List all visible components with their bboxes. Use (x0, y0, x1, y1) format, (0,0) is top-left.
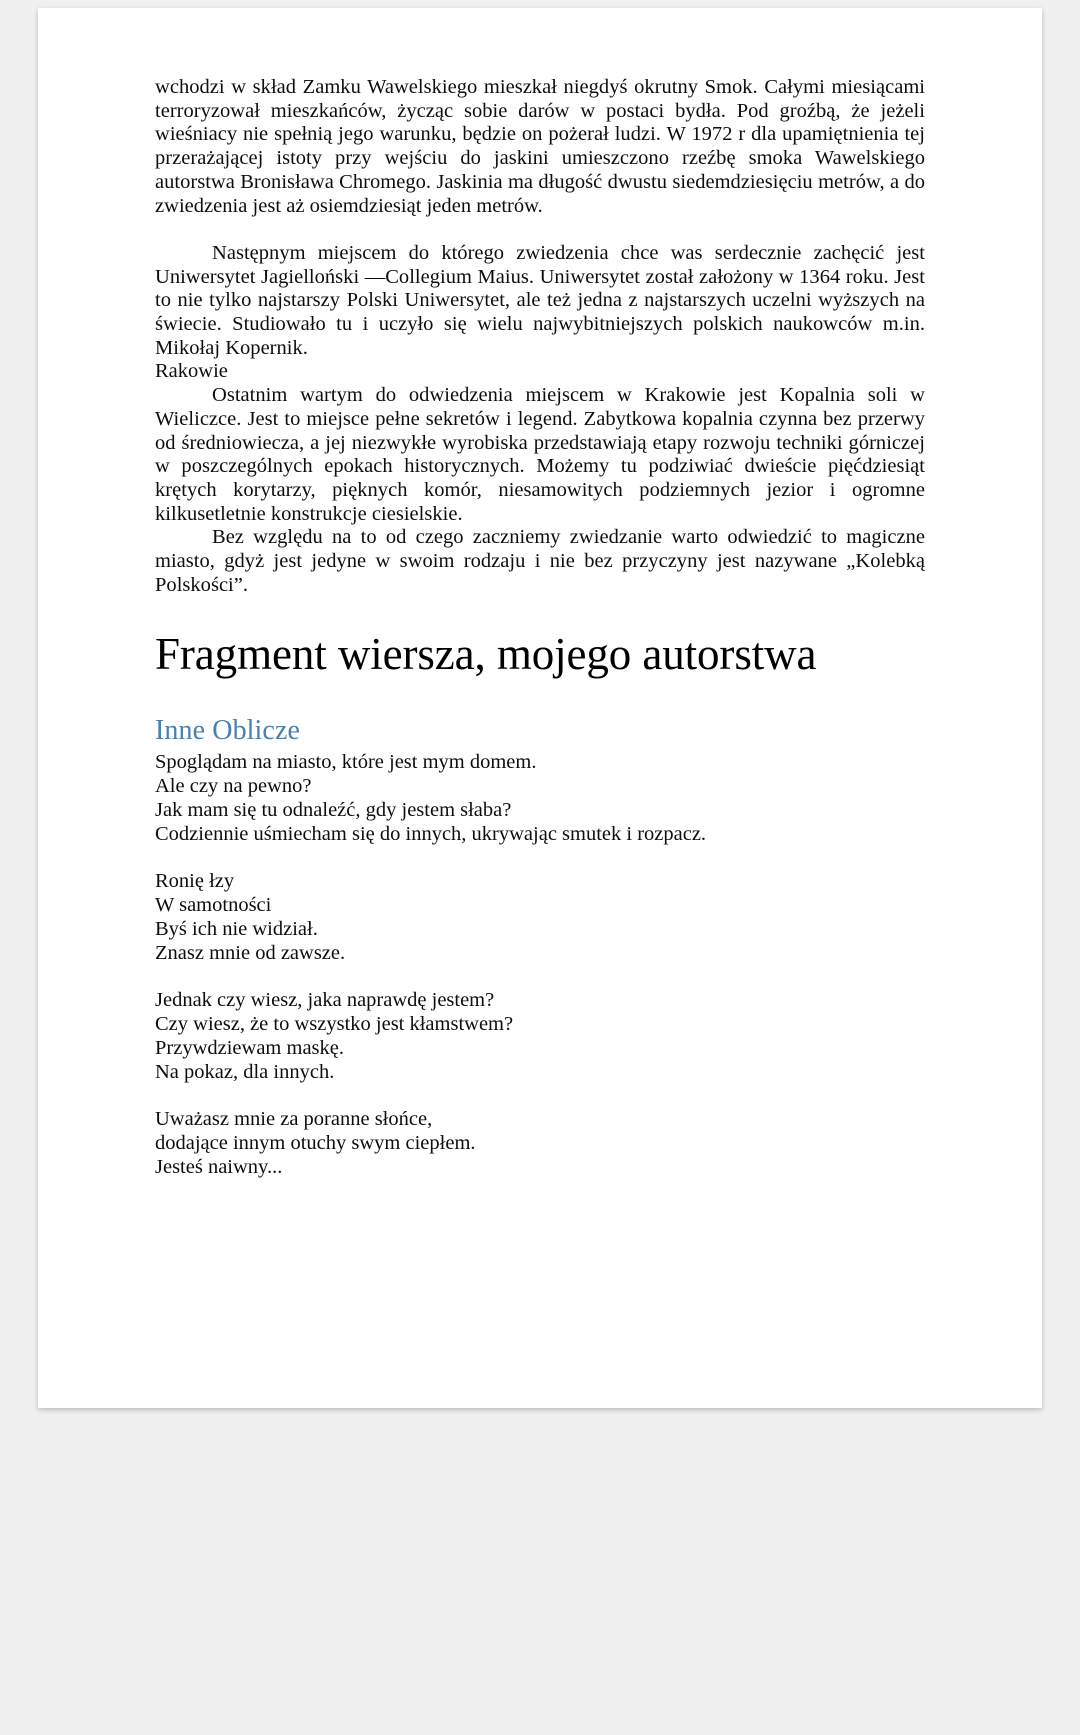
stanza-spacer (155, 966, 925, 990)
stanza-spacer (155, 1085, 925, 1109)
poem-stanza-3 (155, 989, 925, 1084)
poem-stanza-4 (155, 1108, 925, 1179)
poem-line: Ronię łzy (155, 870, 235, 893)
paragraph-smok: wchodzi w skład Zamku Wawelskiego mieszkał niegdyś okrutny Smok. Całymi miesiącami terroryzował mieszkańców, życząc sobie darów w postaci bydła. Pod groźbą, że jeżeli wieśniacy nie spełnią jego warunku, będzie on pożerał ludzi. W 1972 r dla upamiętnienia tej przerażającej istoty przy wejściu do jaskini umieszczono rzeźbę smoka Wawelskiego autorstwa Bronisława Chromego. Jaskinia ma długość dwustu siedemdziesięciu metrów, a do zwiedzenia jest aż osiemdziesiąt jeden metrów. (155, 76, 925, 217)
paragraph-rakowie: Rakowie (155, 360, 228, 383)
poem-stanza-2 (155, 870, 925, 965)
page-content-area (155, 76, 925, 1180)
poem-stanza-1 (155, 751, 925, 846)
paragraph-spacer (155, 218, 925, 242)
paragraph-wieliczka: Ostatnim wartym do odwiedzenia miejscem w Krakowie jest Kopalnia soli w Wieliczce. Jest to miejsce pełne sekretów i legend. Zabytkowa kopalnia czynna bez przerwy od średniowiecza, a jej niezwykłe wyrobiska przedstawiają etapy rozwoju techniki górniczej w poszczególnych epokach historycznych. Możemy tu podziwiać dwieście pięćdziesiąt krętych korytarzy, pięknych komór, niesamowitych podziemnych jezior i ogromne kilkusetletnie konstrukcje ciesielskie. (155, 384, 925, 525)
document-page (38, 8, 1042, 1408)
poem-line: Jak mam się tu odnaleźć, gdy jestem słaba? (155, 799, 512, 822)
poem-line: Spoglądam na miasto, które jest mym domem. (155, 751, 537, 774)
poem-line: Uważasz mnie za poranne słońce, (155, 1108, 433, 1131)
poem-line: Przywdziewam maskę. (155, 1037, 344, 1060)
poem-line: Ale czy na pewno? (155, 775, 312, 798)
poem-title: Inne Oblicze (155, 715, 301, 747)
poem-line: Codziennie uśmiecham się do innych, ukrywając smutek i rozpacz. (155, 822, 707, 845)
poem-section (155, 681, 925, 1179)
stanza-spacer (155, 847, 925, 871)
document-heading: Fragment wiersza, mojego autorstwa (155, 629, 817, 680)
poem-line: Znasz mnie od zawsze. (155, 941, 346, 964)
paragraph-podsumowanie: Bez względu na to od czego zaczniemy zwiedzanie warto odwiedzić to magiczne miasto, gdyż jest jedyne w swoim rodzaju i nie bez przyczyny jest nazywane „Kolebką Polskości”. (155, 526, 925, 596)
paragraph-uniwersytet: Następnym miejscem do którego zwiedzenia chce was serdecznie zachęcić jest Uniwersytet Jagielloński —Collegium Maius. Uniwersytet został założony w 1364 roku. Jest to nie tylko najstarszy Polski Uniwersytet, ale też jedna z najstarszych uczelni wyższych na świecie. Studiowało tu i uczyło się wielu najwybitniejszych polskich naukowców m.in. Mikołaj Kopernik. (155, 241, 925, 359)
poem-line: Czy wiesz, że to wszystko jest kłamstwem? (155, 1013, 514, 1036)
poem-line: Jednak czy wiesz, jaka naprawdę jestem? (155, 989, 495, 1012)
poem-line: W samotności (155, 894, 272, 917)
poem-line: Na pokaz, dla innych. (155, 1060, 335, 1083)
poem-line: Jesteś naiwny... (155, 1156, 283, 1178)
poem-line: dodające innym otuchy swym ciepłem. (155, 1132, 476, 1155)
poem-line: Byś ich nie widział. (155, 918, 318, 941)
